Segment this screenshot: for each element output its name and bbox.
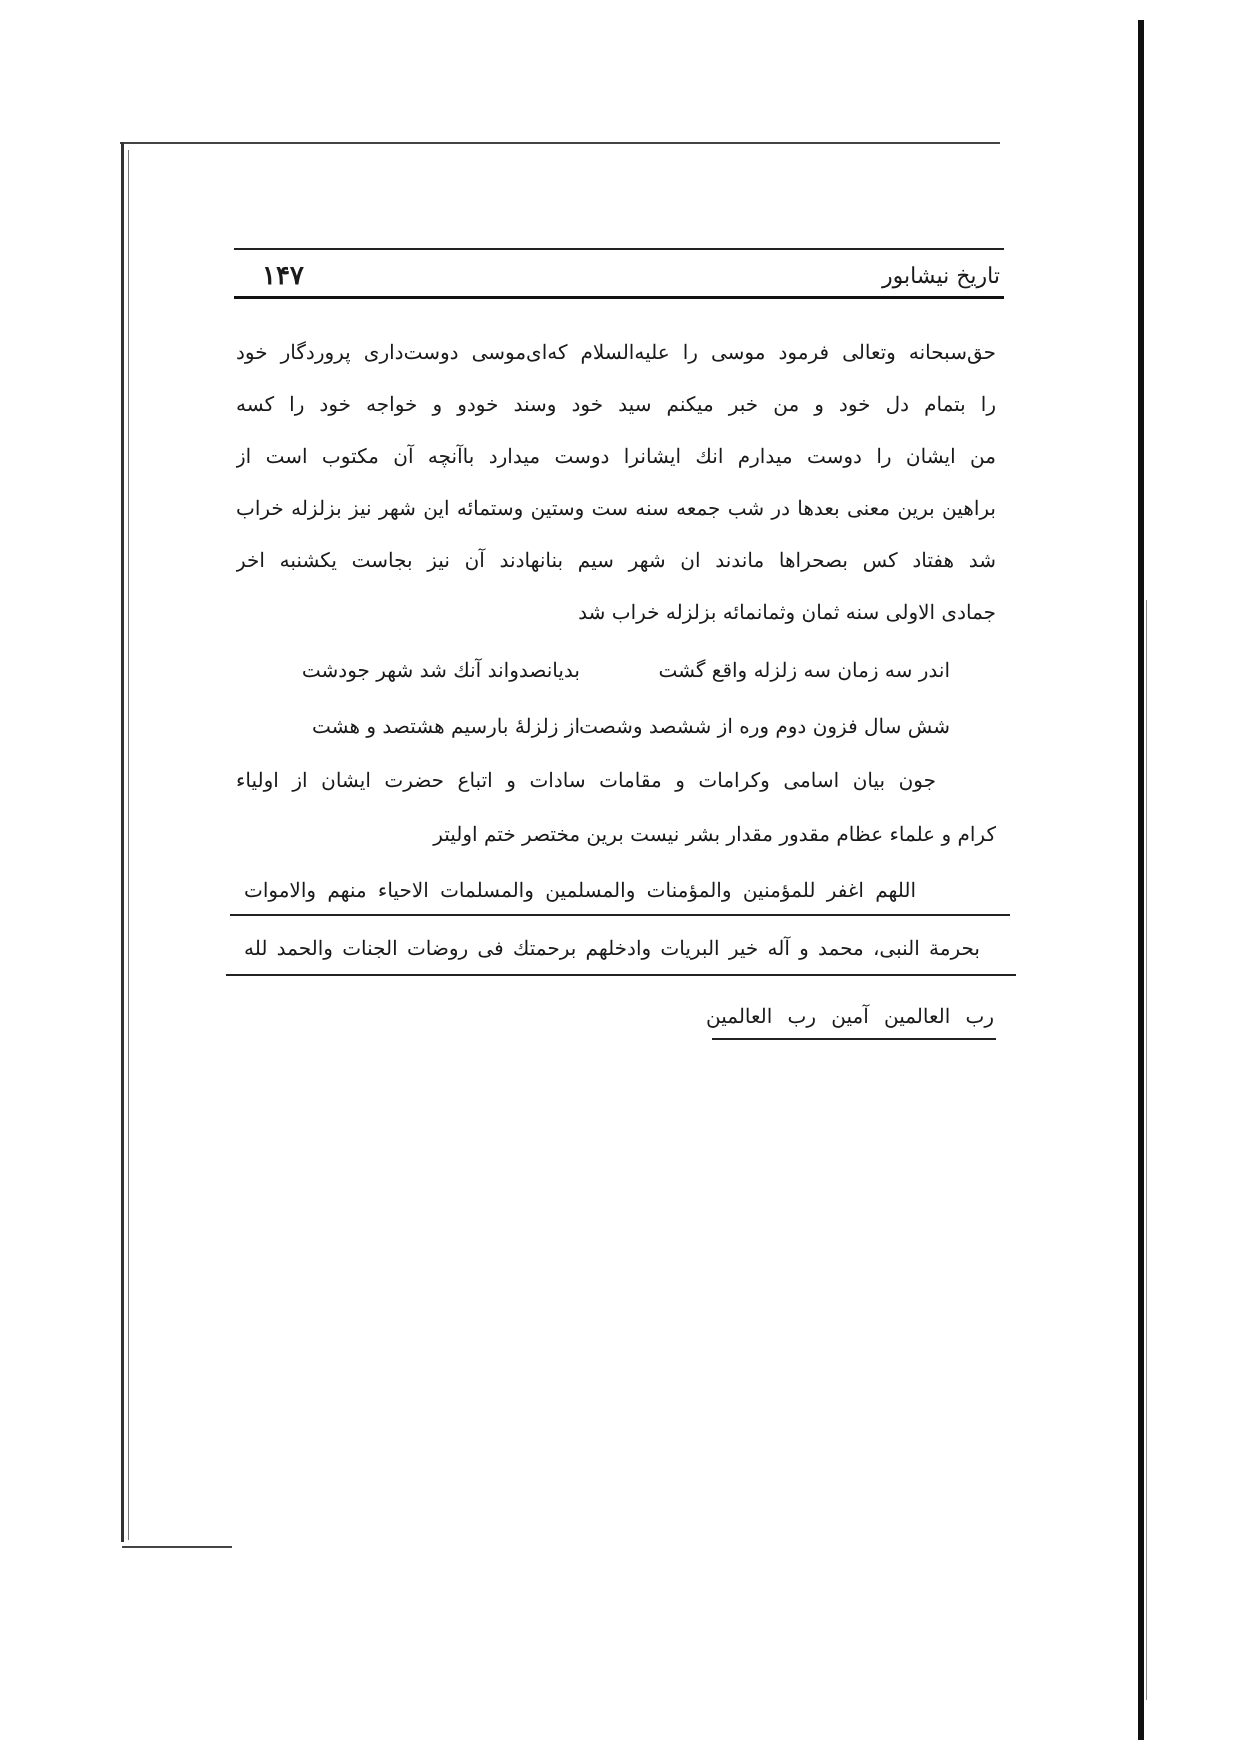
page-frame-left xyxy=(121,142,124,1542)
header-rule-bottom xyxy=(234,296,1004,299)
body-line: کرام و علماء عظام مقدور مقدار بشر نیست برین مختصر ختم اولیتر xyxy=(433,822,996,846)
body-line: شد هفتاد کس بصحراها ماندند ان شهر سیم بنانهادند آن نیز بجاست یکشنبه اخر xyxy=(236,548,996,572)
verse-hemistich-left: بدیانصدواند آنك شد شهر جودشت xyxy=(301,658,580,682)
verse-hemistich-left: از زلزلهٔ بارسیم هشتصد و هشت xyxy=(312,714,580,738)
header-rule xyxy=(234,248,1004,250)
closing-line: بحرمة النبی، محمد و آله خیر البریات وادخلهم برحمتك فی روضات الجنات والحمد لله xyxy=(244,936,980,960)
verse-hemistich-right: شش سال فزون دوم وره از ششصد وشصت xyxy=(579,714,950,738)
binding-edge xyxy=(1138,20,1144,1740)
body-line: من ایشان را دوست میدارم انك ایشانرا دوست میدارد باآنچه آن مکتوب است از xyxy=(236,444,996,468)
body-line: جمادی الاولی سنه ثمان وثمانمائه بزلزله خراب شد xyxy=(578,600,996,624)
closing-rule xyxy=(712,1038,996,1040)
body-line: جون بیان اسامی وکرامات و مقامات سادات و اتباع حضرت ایشان از اولیاء xyxy=(236,768,936,792)
verse-hemistich-right: اندر سه زمان سه زلزله واقع گشت xyxy=(658,658,950,682)
running-title: تاریخ نیشابور xyxy=(882,264,1000,289)
page-number: ۱۴۷ xyxy=(262,261,304,291)
page-frame-top xyxy=(120,142,1000,144)
page-frame-left-inner xyxy=(128,150,129,1540)
body-line: براهین برین معنی بعدها در شب جمعه سنه ست وستین وستمائه این شهر نیز بزلزله خراب xyxy=(236,496,996,520)
closing-rule xyxy=(230,914,1010,916)
body-line: حق‌سبحانه وتعالی فرمود موسی را علیه‌السلام که‌ای‌موسی دوست‌داری پروردگار خود xyxy=(236,340,996,364)
closing-line: رب العالمین آمین رب العالمین xyxy=(706,1004,994,1028)
page-frame-bottom xyxy=(122,1546,232,1548)
closing-rule xyxy=(226,974,1016,976)
closing-line: اللهم اغفر للمؤمنین والمؤمنات والمسلمین والمسلمات الاحیاء منهم والاموات xyxy=(244,878,916,902)
body-line: را بتمام دل خود و من خبر میکنم سید خود وسند خودو و خواجه خود را کسه xyxy=(236,392,996,416)
binding-edge-shadow xyxy=(1146,600,1147,1700)
